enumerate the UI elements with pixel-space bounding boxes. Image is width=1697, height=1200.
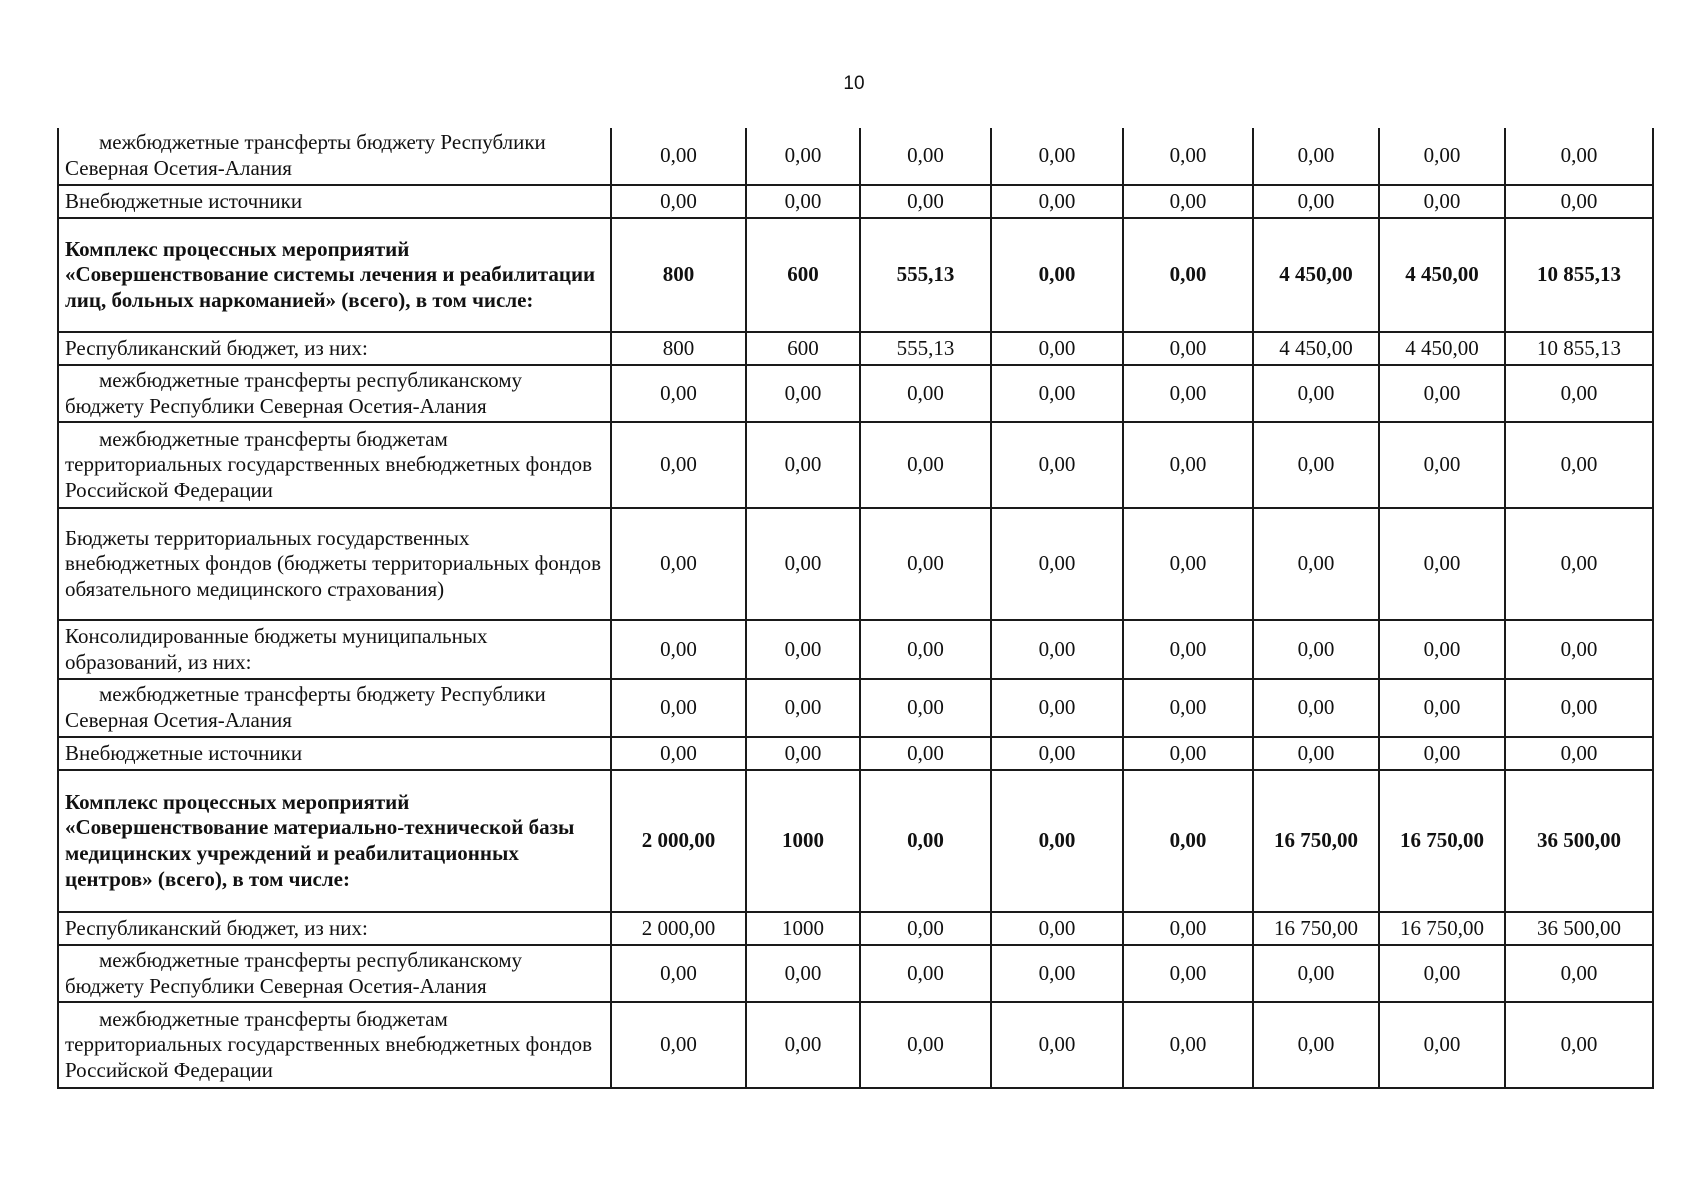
value-cell: 0,00 xyxy=(991,770,1123,912)
value-cell: 0,00 xyxy=(611,185,746,218)
value-cell: 2 000,00 xyxy=(611,912,746,945)
value-cell: 0,00 xyxy=(991,945,1123,1002)
table-row xyxy=(58,770,1653,912)
value-cell: 555,13 xyxy=(860,332,991,365)
value-cell: 0,00 xyxy=(860,508,991,620)
row-label: межбюджетные трансферты республиканскому бюджету Республики Северная Осетия-Алания xyxy=(65,367,523,418)
value-cell: 0,00 xyxy=(611,365,746,422)
value-cell: 16 750,00 xyxy=(1253,912,1379,945)
value-cell: 0,00 xyxy=(1123,770,1253,912)
table-row xyxy=(58,218,1653,332)
value-cell: 0,00 xyxy=(611,945,746,1002)
value-cell: 0,00 xyxy=(611,679,746,737)
value-cell: 0,00 xyxy=(1123,620,1253,679)
value-cell: 36 500,00 xyxy=(1505,912,1653,945)
value-cell: 0,00 xyxy=(1123,737,1253,770)
value-cell: 16 750,00 xyxy=(1379,770,1505,912)
value-cell: 0,00 xyxy=(991,218,1123,332)
value-cell: 0,00 xyxy=(611,620,746,679)
value-cell: 0,00 xyxy=(1505,1002,1653,1088)
value-cell: 0,00 xyxy=(1253,679,1379,737)
value-cell: 0,00 xyxy=(860,185,991,218)
row-label: Внебюджетные источники xyxy=(65,188,303,213)
value-cell: 0,00 xyxy=(1123,679,1253,737)
value-cell: 0,00 xyxy=(611,128,746,185)
value-cell: 0,00 xyxy=(746,945,860,1002)
row-label-cell xyxy=(58,1002,611,1088)
row-label-cell xyxy=(58,620,611,679)
row-label: Консолидированные бюджеты муниципальных образований, из них: xyxy=(65,623,488,674)
row-label-cell xyxy=(58,365,611,422)
row-label-cell xyxy=(58,737,611,770)
row-label-cell xyxy=(58,332,611,365)
value-cell: 0,00 xyxy=(746,185,860,218)
value-cell: 0,00 xyxy=(991,422,1123,508)
value-cell: 800 xyxy=(611,218,746,332)
value-cell: 0,00 xyxy=(1379,365,1505,422)
value-cell: 0,00 xyxy=(1253,128,1379,185)
value-cell: 0,00 xyxy=(746,128,860,185)
value-cell: 0,00 xyxy=(611,1002,746,1088)
row-label-cell xyxy=(58,945,611,1002)
table-row xyxy=(58,422,1653,508)
row-label-cell xyxy=(58,185,611,218)
value-cell: 0,00 xyxy=(611,422,746,508)
table-row xyxy=(58,508,1653,620)
value-cell: 0,00 xyxy=(1379,1002,1505,1088)
value-cell: 0,00 xyxy=(991,185,1123,218)
value-cell: 0,00 xyxy=(991,332,1123,365)
table-row xyxy=(58,185,1653,218)
value-cell: 0,00 xyxy=(860,679,991,737)
row-label: межбюджетные трансферты бюджету Республики Северная Осетия-Алания xyxy=(65,130,546,180)
value-cell: 0,00 xyxy=(1505,422,1653,508)
value-cell: 0,00 xyxy=(1505,679,1653,737)
value-cell: 0,00 xyxy=(1379,945,1505,1002)
value-cell: 0,00 xyxy=(611,508,746,620)
budget-table-body xyxy=(58,128,1653,1088)
value-cell: 0,00 xyxy=(1123,185,1253,218)
value-cell: 0,00 xyxy=(1505,128,1653,185)
row-label-cell xyxy=(58,679,611,737)
value-cell: 2 000,00 xyxy=(611,770,746,912)
value-cell: 0,00 xyxy=(1123,128,1253,185)
value-cell: 0,00 xyxy=(746,1002,860,1088)
value-cell: 0,00 xyxy=(1379,620,1505,679)
table-row xyxy=(58,679,1653,737)
value-cell: 0,00 xyxy=(1123,365,1253,422)
value-cell: 0,00 xyxy=(991,365,1123,422)
table-row xyxy=(58,365,1653,422)
value-cell: 0,00 xyxy=(860,737,991,770)
value-cell: 0,00 xyxy=(991,508,1123,620)
value-cell: 36 500,00 xyxy=(1505,770,1653,912)
row-label-cell xyxy=(58,422,611,508)
value-cell: 0,00 xyxy=(1505,945,1653,1002)
value-cell: 4 450,00 xyxy=(1379,332,1505,365)
value-cell: 0,00 xyxy=(1379,508,1505,620)
value-cell: 0,00 xyxy=(860,365,991,422)
value-cell: 1000 xyxy=(746,770,860,912)
value-cell: 0,00 xyxy=(1505,737,1653,770)
value-cell: 0,00 xyxy=(1379,128,1505,185)
row-label: Республиканский бюджет, из них: xyxy=(65,915,368,940)
value-cell: 0,00 xyxy=(1379,737,1505,770)
value-cell: 0,00 xyxy=(611,737,746,770)
row-label-cell xyxy=(58,218,611,332)
value-cell: 0,00 xyxy=(1253,185,1379,218)
value-cell: 0,00 xyxy=(860,945,991,1002)
row-label-cell xyxy=(58,508,611,620)
value-cell: 0,00 xyxy=(1379,185,1505,218)
value-cell: 0,00 xyxy=(991,737,1123,770)
value-cell: 0,00 xyxy=(1123,912,1253,945)
row-label: Республиканский бюджет, из них: xyxy=(65,335,368,360)
value-cell: 0,00 xyxy=(860,422,991,508)
value-cell: 4 450,00 xyxy=(1253,332,1379,365)
value-cell: 10 855,13 xyxy=(1505,218,1653,332)
value-cell: 0,00 xyxy=(1123,332,1253,365)
value-cell: 4 450,00 xyxy=(1379,218,1505,332)
row-label: межбюджетные трансферты бюджетам территориальных государственных внебюджетных фондов Российской Федерации xyxy=(65,1006,593,1082)
value-cell: 0,00 xyxy=(1505,620,1653,679)
value-cell: 1000 xyxy=(746,912,860,945)
row-label-cell xyxy=(58,128,611,185)
value-cell: 0,00 xyxy=(746,422,860,508)
page-number: 10 xyxy=(843,73,865,94)
value-cell: 0,00 xyxy=(1253,365,1379,422)
table-row xyxy=(58,620,1653,679)
row-label: межбюджетные трансферты бюджетам территориальных государственных внебюджетных фондов Российской Федерации xyxy=(65,426,593,502)
value-cell: 10 855,13 xyxy=(1505,332,1653,365)
table-row xyxy=(58,912,1653,945)
table-row xyxy=(58,945,1653,1002)
value-cell: 0,00 xyxy=(1505,185,1653,218)
value-cell: 0,00 xyxy=(1379,422,1505,508)
value-cell: 0,00 xyxy=(746,365,860,422)
value-cell: 0,00 xyxy=(1123,508,1253,620)
value-cell: 0,00 xyxy=(1379,679,1505,737)
value-cell: 0,00 xyxy=(746,620,860,679)
value-cell: 0,00 xyxy=(1253,620,1379,679)
table-row xyxy=(58,128,1653,185)
value-cell: 4 450,00 xyxy=(1253,218,1379,332)
value-cell: 16 750,00 xyxy=(1253,770,1379,912)
value-cell: 0,00 xyxy=(1123,422,1253,508)
value-cell: 0,00 xyxy=(860,770,991,912)
row-label: межбюджетные трансферты республиканскому бюджету Республики Северная Осетия-Алания xyxy=(65,947,523,998)
table-row xyxy=(58,737,1653,770)
row-label-cell xyxy=(58,912,611,945)
value-cell: 0,00 xyxy=(1253,508,1379,620)
value-cell: 0,00 xyxy=(860,1002,991,1088)
value-cell: 0,00 xyxy=(860,128,991,185)
value-cell: 16 750,00 xyxy=(1379,912,1505,945)
table-row xyxy=(58,332,1653,365)
value-cell: 0,00 xyxy=(1253,422,1379,508)
value-cell: 0,00 xyxy=(1505,508,1653,620)
value-cell: 0,00 xyxy=(991,912,1123,945)
value-cell: 0,00 xyxy=(1253,945,1379,1002)
value-cell: 0,00 xyxy=(991,128,1123,185)
value-cell: 0,00 xyxy=(860,912,991,945)
value-cell: 0,00 xyxy=(1123,945,1253,1002)
value-cell: 600 xyxy=(746,218,860,332)
row-label: Комплекс процессных мероприятий «Совершенствование системы лечения и реабилитации лиц, больных наркоманией» (всего), в том числе: xyxy=(65,236,596,312)
row-label: Внебюджетные источники xyxy=(65,740,303,765)
value-cell: 0,00 xyxy=(991,1002,1123,1088)
value-cell: 0,00 xyxy=(746,508,860,620)
value-cell: 600 xyxy=(746,332,860,365)
value-cell: 0,00 xyxy=(1253,1002,1379,1088)
row-label: Бюджеты территориальных государственных внебюджетных фондов (бюджеты территориальных фондов обязательного медицинского страхования) xyxy=(65,525,602,601)
value-cell: 0,00 xyxy=(1123,1002,1253,1088)
row-label: Комплекс процессных мероприятий «Совершенствование материально-технической базы медицинских учреждений и реабилитационных центров» (всего), в том числе: xyxy=(65,789,575,891)
value-cell: 0,00 xyxy=(746,737,860,770)
value-cell: 0,00 xyxy=(1123,218,1253,332)
table-row xyxy=(58,1002,1653,1088)
row-label-cell xyxy=(58,770,611,912)
value-cell: 0,00 xyxy=(991,620,1123,679)
value-cell: 800 xyxy=(611,332,746,365)
value-cell: 0,00 xyxy=(1505,365,1653,422)
budget-table xyxy=(57,128,1654,1089)
value-cell: 555,13 xyxy=(860,218,991,332)
row-label: межбюджетные трансферты бюджету Республики Северная Осетия-Алания xyxy=(65,682,546,732)
value-cell: 0,00 xyxy=(860,620,991,679)
value-cell: 0,00 xyxy=(991,679,1123,737)
value-cell: 0,00 xyxy=(1253,737,1379,770)
value-cell: 0,00 xyxy=(746,679,860,737)
